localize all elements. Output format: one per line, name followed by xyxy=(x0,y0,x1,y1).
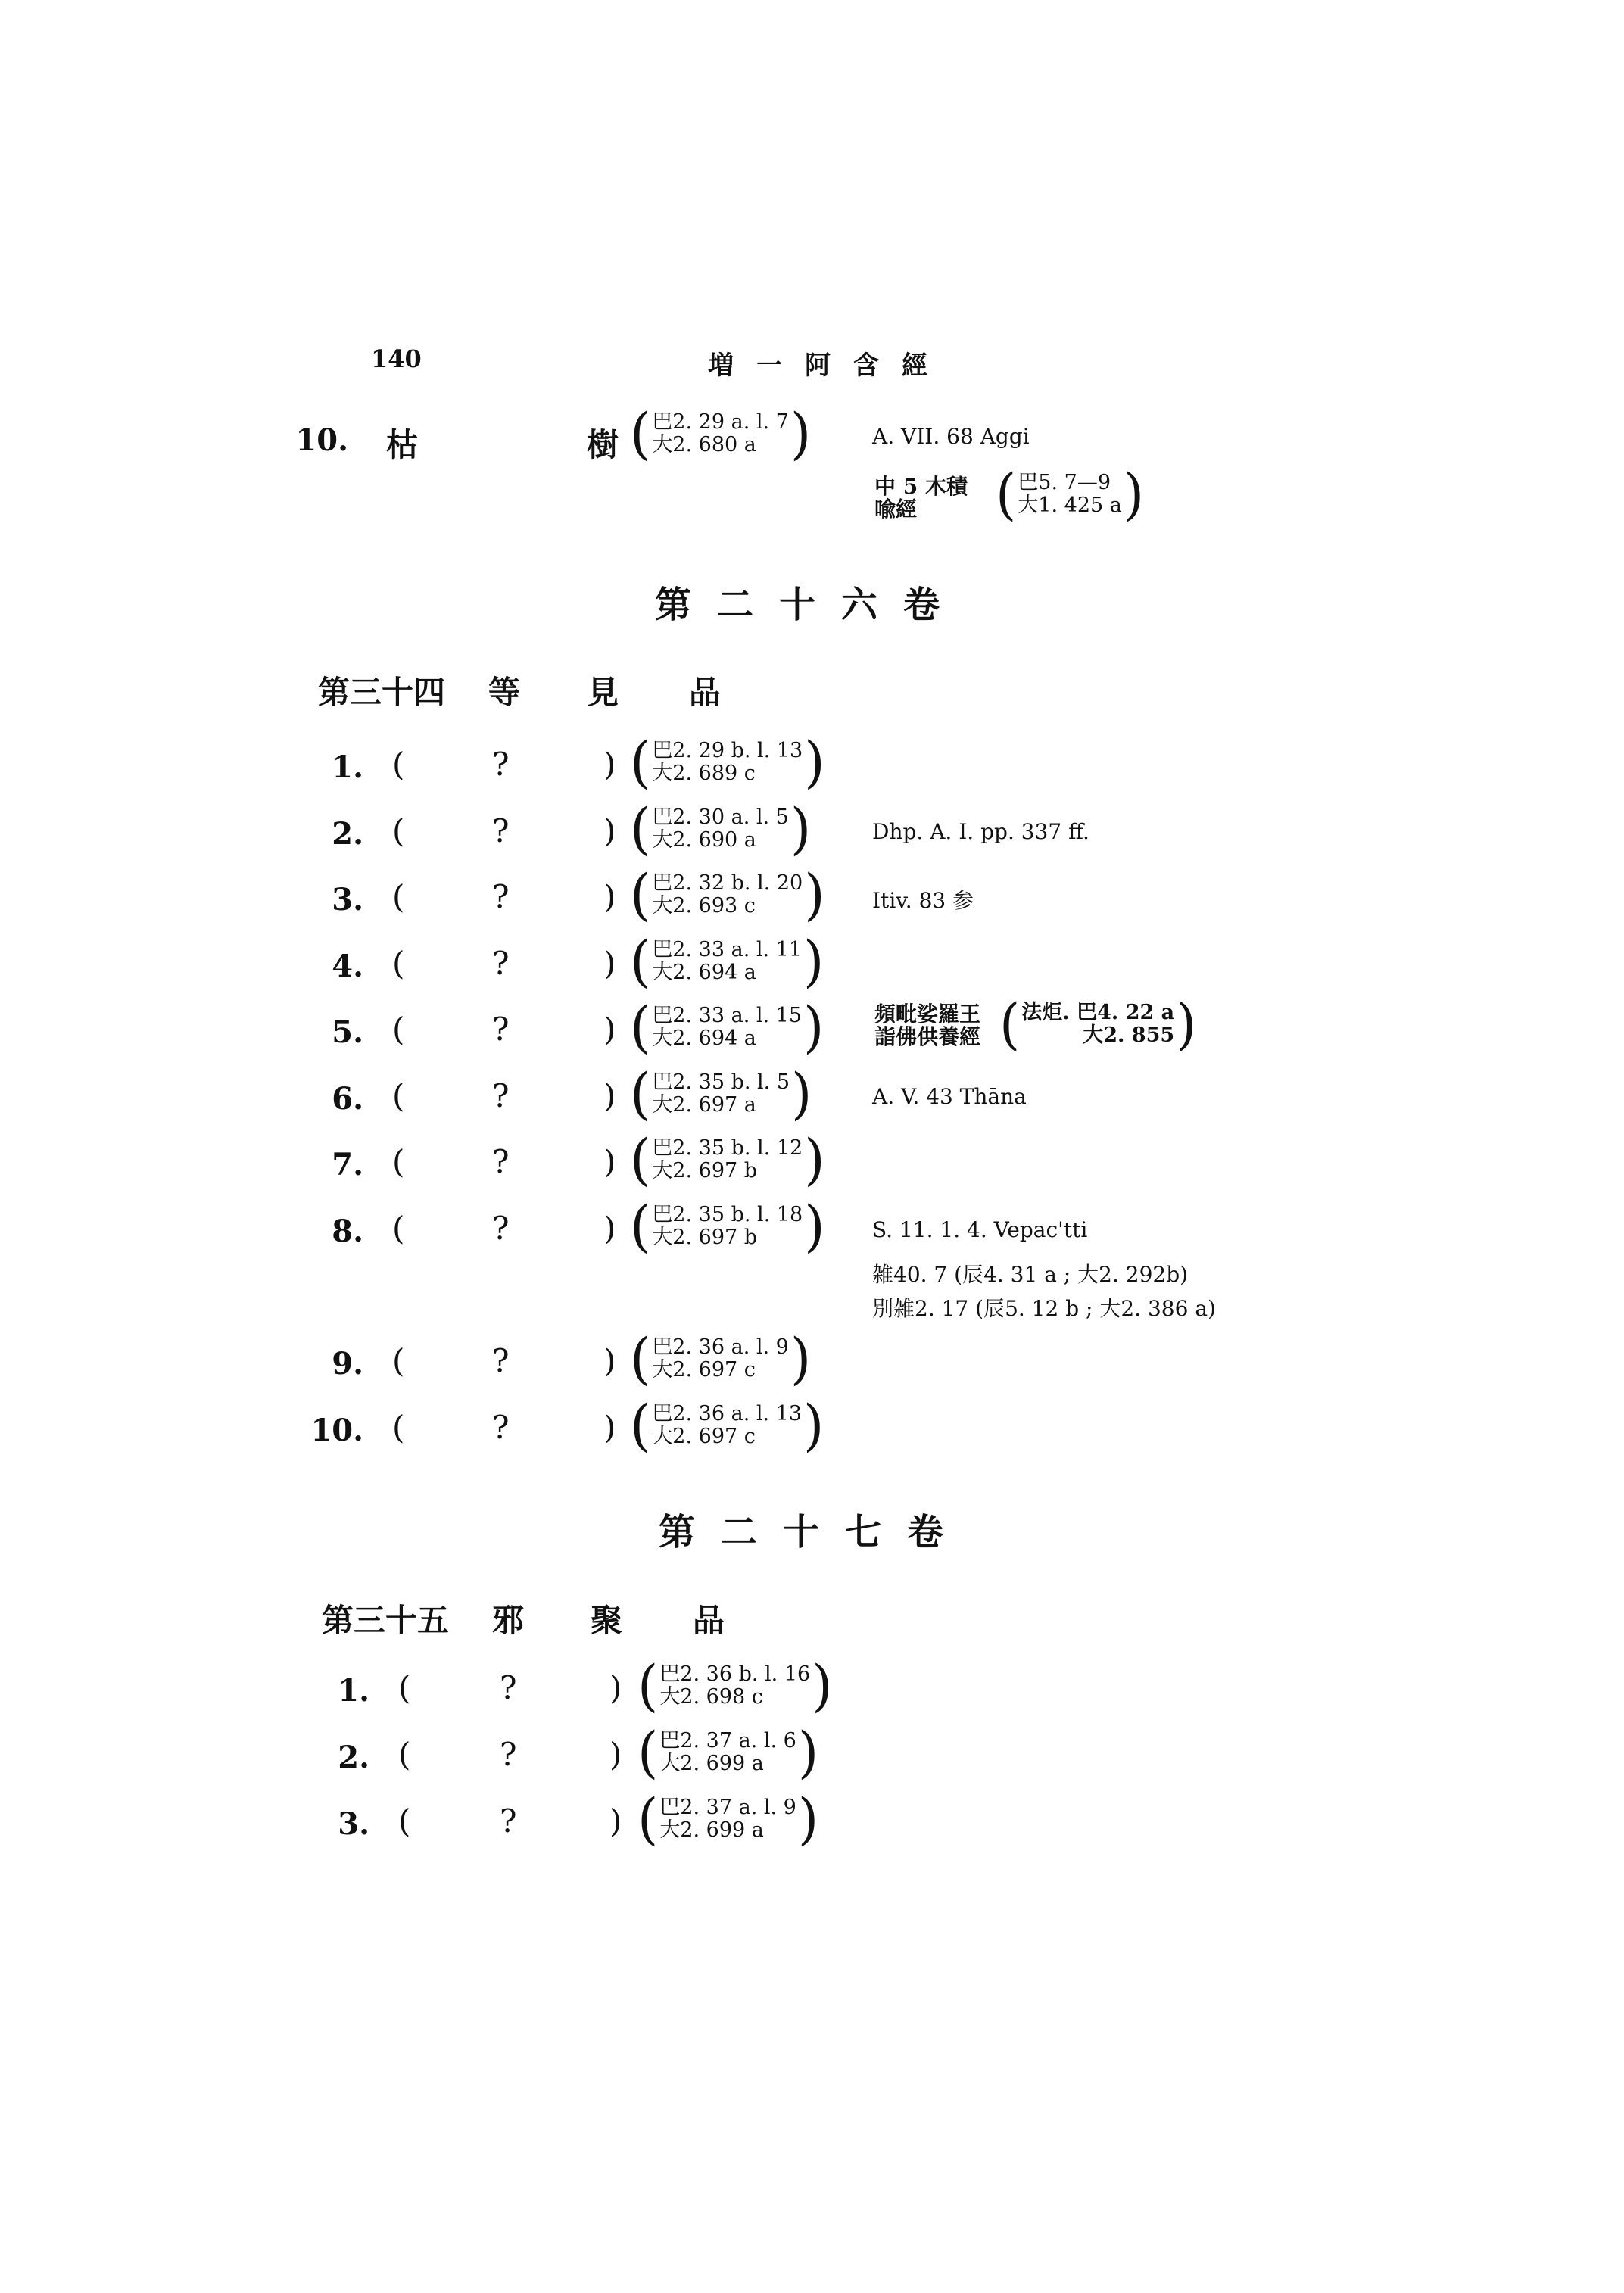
unknown-title-mark: ? xyxy=(492,1210,510,1247)
ref-line-taisho: 大2. 697 c xyxy=(652,1358,756,1382)
open-paren: ( xyxy=(392,1210,405,1247)
unknown-title-mark: ? xyxy=(492,1143,510,1180)
ref-line-pali: 巴2. 33 a. l. 11 xyxy=(652,938,803,961)
ref-line-taisho: 大2. 697 b xyxy=(652,1159,758,1182)
entry-number: 5. xyxy=(332,1014,363,1050)
ref-line-pali: 巴2. 33 a. l. 15 xyxy=(652,1004,803,1027)
reference-bracket: ( 巴2. 36 a. l. 9 大2. 697 c ) xyxy=(630,1326,812,1392)
ref-line-pali: 巴2. 36 a. l. 9 xyxy=(652,1335,789,1359)
ref-line-taisho: 大2. 693 c xyxy=(652,894,756,918)
parallel-title xyxy=(874,475,968,521)
entry-number: 6. xyxy=(332,1081,363,1117)
reference-bracket: ( 巴2. 29 a. l. 7 大2. 680 a ) xyxy=(630,400,812,467)
unknown-title-mark: ? xyxy=(492,1342,510,1379)
close-paren: ) xyxy=(603,746,616,783)
ref-line-taisho: 大2. 698 c xyxy=(659,1685,763,1709)
ref-line-pali: 法炬. 巴4. 22 a xyxy=(1021,1001,1175,1024)
ref-line-taisho: 大2. 699 a xyxy=(659,1752,764,1775)
entry-number: 3. xyxy=(338,1806,369,1842)
entry-number: 8. xyxy=(332,1213,363,1249)
open-paren: ( xyxy=(392,746,405,783)
open-paren: ( xyxy=(392,945,405,982)
open-paren: ( xyxy=(392,878,405,915)
reference-bracket: ( 巴5. 7—9 大1. 425 a ) xyxy=(996,461,1145,528)
close-paren: ) xyxy=(609,1736,622,1773)
ref-line-pali: 巴2. 36 b. l. 16 xyxy=(659,1662,811,1686)
reference-bracket: ( 法炬. 巴4. 22 a 大2. 855 ) xyxy=(999,991,1197,1058)
unknown-title-mark: ? xyxy=(492,746,510,783)
entry-number: 1. xyxy=(332,749,363,785)
open-paren: ( xyxy=(392,1342,405,1379)
close-paren: ) xyxy=(603,1011,616,1048)
reference-bracket: ( 巴2. 35 b. l. 12 大2. 697 b ) xyxy=(630,1126,825,1193)
ref-line-pali: 巴2. 29 b. l. 13 xyxy=(652,739,803,762)
reference-bracket: ( 巴2. 36 a. l. 13 大2. 697 c ) xyxy=(630,1392,824,1459)
unknown-title-mark: ? xyxy=(500,1802,517,1840)
chapter-title-char: 聚 xyxy=(591,1602,623,1639)
reference-bracket: ( 巴2. 30 a. l. 5 大2. 690 a ) xyxy=(630,796,812,862)
parallel-text: S. 11. 1. 4. Vepac'tti xyxy=(872,1217,1088,1242)
reference-bracket: ( 巴2. 33 a. l. 11 大2. 694 a ) xyxy=(630,928,824,995)
unknown-title-mark: ? xyxy=(492,878,510,915)
ref-line-taisho: 大2. 699 a xyxy=(659,1818,764,1842)
ref-line-taisho: 大2. 690 a xyxy=(652,828,756,852)
ref-line-pali: 巴2. 29 a. l. 7 xyxy=(652,410,789,434)
ref-line-pali: 巴2. 37 a. l. 9 xyxy=(659,1796,796,1819)
page-number: 140 xyxy=(371,344,422,373)
reference-bracket: ( 巴2. 29 b. l. 13 大2. 689 c ) xyxy=(630,729,825,796)
entry-number: 1. xyxy=(338,1673,369,1709)
close-paren: ) xyxy=(603,1143,616,1180)
reference-bracket: ( 巴2. 32 b. l. 20 大2. 693 c ) xyxy=(630,861,825,928)
entry-number: 2. xyxy=(332,816,363,852)
close-paren: ) xyxy=(603,878,616,915)
volume-heading: 第二十六卷 xyxy=(655,584,966,626)
chapter-label: 第三十五 xyxy=(322,1602,450,1639)
close-paren: ) xyxy=(603,812,616,849)
parallel-title-line: 詣佛供養經 xyxy=(874,1024,981,1049)
ref-line-taisho: 大2. 697 a xyxy=(652,1093,756,1117)
unknown-title-mark: ? xyxy=(492,812,510,849)
ref-line-pali: 巴2. 35 b. l. 18 xyxy=(652,1203,803,1226)
parallel-title-line: 中 5 木積 xyxy=(874,474,968,499)
chapter-title-char: 等 xyxy=(488,674,521,711)
volume-heading: 第二十七卷 xyxy=(659,1511,970,1553)
running-title: 増一阿含經 xyxy=(708,350,950,381)
chapter-title-char: 見 xyxy=(587,674,619,711)
close-paren: ) xyxy=(609,1669,622,1706)
unknown-title-mark: ? xyxy=(492,1409,510,1446)
close-paren: ) xyxy=(603,945,616,982)
close-paren: ) xyxy=(609,1802,622,1840)
parallel-text: Dhp. A. I. pp. 337 ff. xyxy=(872,819,1089,844)
ref-line-pali: 巴2. 35 b. l. 12 xyxy=(652,1136,803,1160)
parallel-text: A. V. 43 Thāna xyxy=(872,1084,1027,1109)
ref-line-taisho: 大2. 697 c xyxy=(652,1425,756,1448)
entry-number: 10. xyxy=(310,1413,363,1448)
parallel-text: 別雑2. 17 (辰5. 12 b ; 大2. 386 a) xyxy=(872,1296,1216,1321)
entry-number: 2. xyxy=(338,1740,369,1775)
ref-line-pali: 巴2. 37 a. l. 6 xyxy=(659,1729,796,1752)
ref-line-pali: 巴2. 30 a. l. 5 xyxy=(652,805,789,829)
ref-line-taisho: 大2. 680 a xyxy=(652,433,756,456)
reference-bracket: ( 巴2. 37 a. l. 6 大2. 699 a ) xyxy=(637,1719,819,1786)
open-paren: ( xyxy=(392,1077,405,1114)
open-paren: ( xyxy=(392,1011,405,1048)
open-paren: ( xyxy=(392,1143,405,1180)
entry-number: 10. xyxy=(295,422,348,458)
close-paren: ) xyxy=(603,1077,616,1114)
entry-number: 7. xyxy=(332,1147,363,1182)
chapter-label: 第三十四 xyxy=(318,674,446,711)
parallel-title xyxy=(874,1003,980,1048)
ref-line-pali: 巴2. 36 a. l. 13 xyxy=(652,1402,803,1425)
entry-number: 4. xyxy=(332,949,363,984)
entry-number: 3. xyxy=(332,882,363,918)
reference-bracket: ( 巴2. 35 b. l. 5 大2. 697 a ) xyxy=(630,1061,812,1127)
ref-line-taisho: 大1. 425 a xyxy=(1018,494,1122,517)
chapter-title-char: 品 xyxy=(689,674,722,711)
open-paren: ( xyxy=(398,1669,411,1706)
chapter-title-char: 品 xyxy=(693,1602,725,1639)
close-paren: ) xyxy=(603,1210,616,1247)
entry-title-char: 枯 xyxy=(386,426,419,463)
reference-bracket: ( 巴2. 36 b. l. 16 大2. 698 c ) xyxy=(637,1653,833,1719)
unknown-title-mark: ? xyxy=(500,1669,517,1706)
parallel-text: Itiv. 83 参 xyxy=(872,888,974,913)
parallel-text: 雑40. 7 (辰4. 31 a ; 大2. 292b) xyxy=(872,1262,1189,1287)
entry-number: 9. xyxy=(332,1346,363,1382)
ref-line-taisho: 大2. 694 a xyxy=(652,1027,756,1050)
parallel-title-line: 喩經 xyxy=(874,497,918,522)
open-paren: ( xyxy=(392,1409,405,1446)
ref-line-pali: 巴5. 7—9 xyxy=(1018,471,1111,494)
entry-title-char: 樹 xyxy=(587,426,619,463)
chapter-title-char: 邪 xyxy=(492,1602,525,1639)
ref-line-taisho: 大2. 694 a xyxy=(652,961,756,984)
unknown-title-mark: ? xyxy=(492,1077,510,1114)
open-paren: ( xyxy=(398,1802,411,1840)
unknown-title-mark: ? xyxy=(492,945,510,982)
reference-bracket: ( 巴2. 35 b. l. 18 大2. 697 b ) xyxy=(630,1193,825,1260)
ref-line-taisho: 大2. 697 b xyxy=(652,1226,758,1249)
close-paren: ) xyxy=(603,1342,616,1379)
ref-line-pali: 巴2. 35 b. l. 5 xyxy=(652,1070,790,1094)
open-paren: ( xyxy=(398,1736,411,1773)
parallel-title-line: 頻毗娑羅王 xyxy=(874,1002,981,1027)
unknown-title-mark: ? xyxy=(492,1011,510,1048)
open-paren: ( xyxy=(392,812,405,849)
ref-line-taisho: 大2. 689 c xyxy=(652,762,756,785)
parallel-text: A. VII. 68 Aggi xyxy=(872,424,1030,449)
ref-line-pali: 巴2. 32 b. l. 20 xyxy=(652,871,803,895)
reference-bracket: ( 巴2. 33 a. l. 15 大2. 694 a ) xyxy=(630,994,824,1061)
reference-bracket: ( 巴2. 37 a. l. 9 大2. 699 a ) xyxy=(637,1786,819,1852)
close-paren: ) xyxy=(603,1409,616,1446)
unknown-title-mark: ? xyxy=(500,1736,517,1773)
ref-line-taisho: 大2. 855 xyxy=(1083,1023,1175,1047)
